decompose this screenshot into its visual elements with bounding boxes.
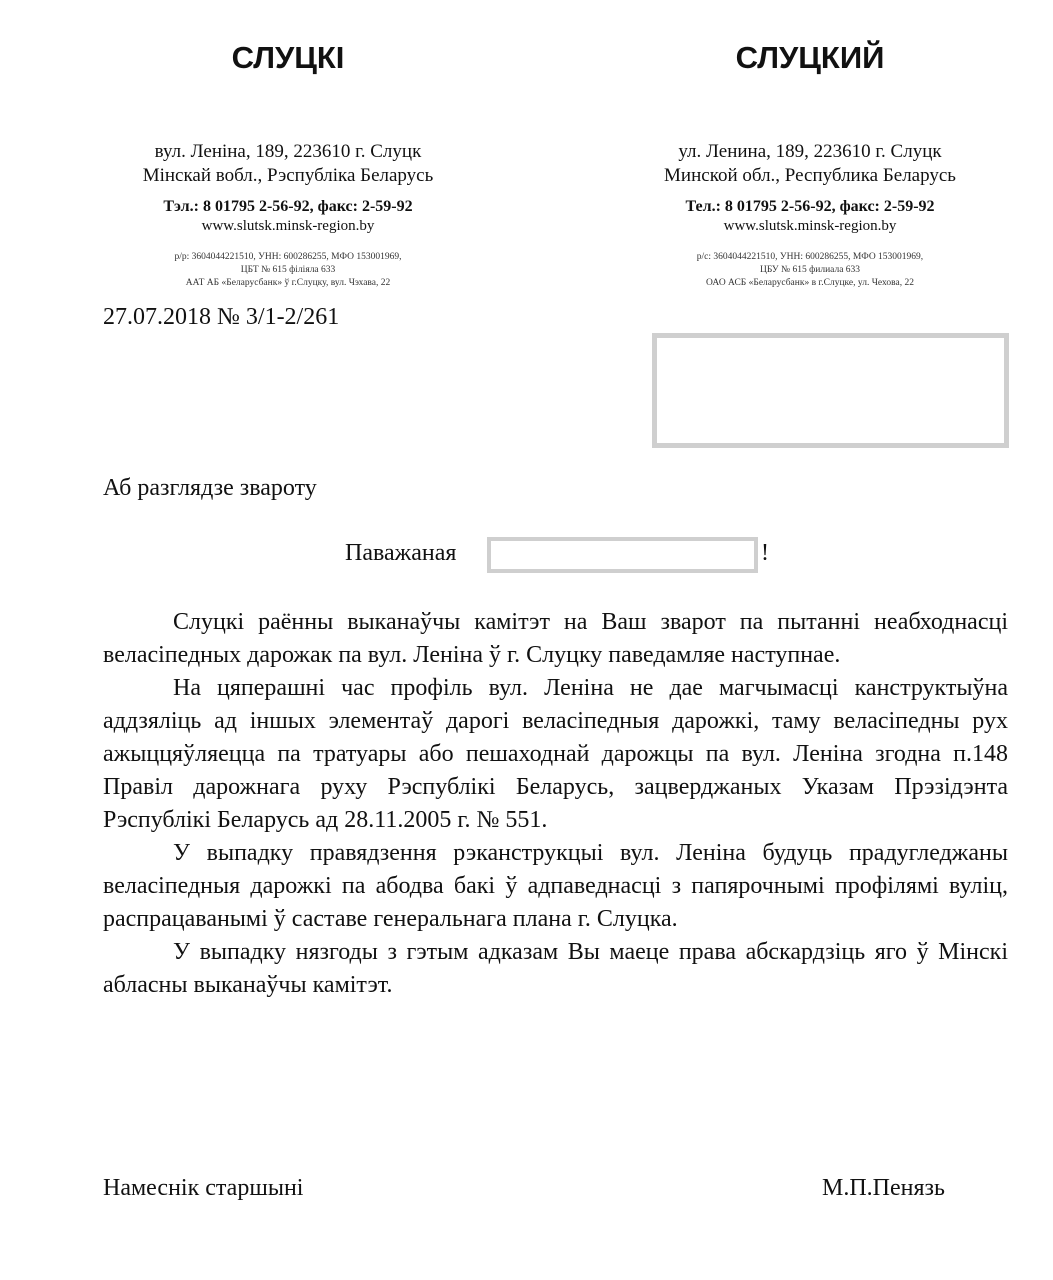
- redacted-name: [487, 537, 758, 573]
- redacted-recipient: [652, 333, 1009, 448]
- paragraph: У выпадку нязгоды з гэтым адказам Вы маеце права абскардзіць яго ў Мінскі абласны выканаўчы камітэт.: [103, 939, 1008, 998]
- bank-details-2: ЦБУ № 615 филиала 633: [759, 265, 861, 275]
- bank-details-3: ОАО АСБ «Беларусбанк» в г.Слуцке, ул. Чехова, 22: [706, 278, 914, 288]
- org-title-ru: СЛУЦКИЙ: [735, 40, 885, 75]
- signatory-name: М.П.Пенязь: [822, 1175, 945, 1201]
- address-line-2: Минской обл., Республика Беларусь: [664, 165, 956, 186]
- org-title-by: СЛУЦКІ: [231, 40, 345, 75]
- address-line-2: Мінскай вобл., Рэспубліка Беларусь: [142, 165, 434, 186]
- phone-fax: Тэл.: 8 01795 2-56-92, факс: 2-59-92: [163, 198, 413, 215]
- subject-line: Аб разглядзе звароту: [103, 475, 317, 501]
- bank-details-3: ААТ АБ «Беларусбанк» ў г.Слуцку, вул. Чэхава, 22: [185, 278, 391, 288]
- address-line-1: вул. Леніна, 189, 223610 г. Слуцк: [154, 141, 422, 162]
- greeting-suffix: !: [761, 540, 769, 566]
- date-reference: 27.07.2018 № 3/1-2/261: [103, 304, 340, 330]
- greeting-prefix: Паважаная: [345, 540, 457, 566]
- phone-fax: Тел.: 8 01795 2-56-92, факс: 2-59-92: [685, 198, 935, 215]
- letter-body: [103, 606, 1008, 1002]
- address-line-1: ул. Ленина, 189, 223610 г. Слуцк: [678, 141, 942, 162]
- bank-details-1: р/р: 3604044221510, УНН: 600286255, МФО 153001969,: [174, 252, 402, 262]
- signatory-position: Намеснік старшыні: [103, 1175, 304, 1201]
- bank-details-2: ЦБТ № 615 філіяла 633: [240, 265, 336, 275]
- paragraph: На цяперашні час профіль вул. Леніна не дае магчымасці канструктыўна аддзяліць ад іншых элементаў дарогі веласіпедныя дарожкі, таму веласіпедны рух ажыццяўляецца па тратуары або пешаходнай дарожцы па вул. Леніна згодна п.148 Правіл дарожнага руху Рэспублікі Беларусь, зацверджаных Указам Прэзідэнта Рэспублікі Беларусь ад 28.11.2005 г. № 551.: [103, 675, 1008, 833]
- website: www.slutsk.minsk-region.by: [723, 218, 897, 234]
- bank-details-1: р/с: 3604044221510, УНН: 600286255, МФО 153001969,: [696, 252, 924, 262]
- paragraph: У выпадку правядзення рэканструкцыі вул. Леніна будуць прадугледжаны веласіпедныя дарожкі па абодва бакі ў адпаведнасці з папярочнымі профілямі вуліц, распрацаванымі ў саставе генеральнага плана г. Слуцка.: [103, 840, 1008, 932]
- greeting: [345, 540, 456, 567]
- website: www.slutsk.minsk-region.by: [201, 218, 375, 234]
- paragraph: Слуцкі раённы выканаўчы камітэт на Ваш зварот па пытанні неабходнасці веласіпедных дарожак па вул. Леніна ў г. Слуцку паведамляе наступнае.: [103, 609, 1008, 668]
